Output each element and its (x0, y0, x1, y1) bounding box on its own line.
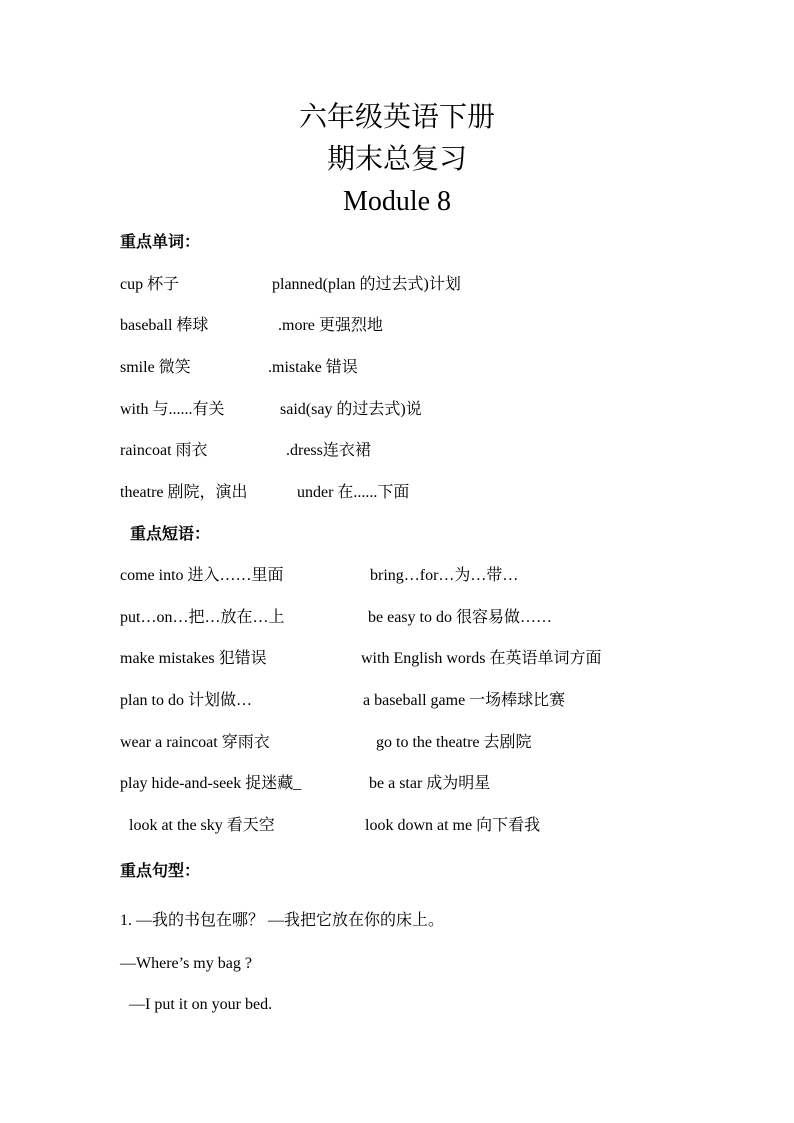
word-row (120, 357, 760, 379)
document-subtitle: 期末总复习 (326, 144, 467, 175)
word-entry: .dress连衣裙 (286, 442, 371, 459)
phrase-entry: put…on…把…放在…上 (120, 609, 285, 626)
phrase-entry: with English words 在英语单词方面 (361, 650, 602, 667)
phrase-entry: come into 进入……里面 (120, 567, 284, 584)
phrase-entry: play hide-and-seek 捉迷藏_ (120, 775, 302, 792)
phrase-entry: a baseball game 一场棒球比赛 (363, 692, 566, 709)
phrases-heading: 重点短语： (130, 526, 211, 543)
document-title: 六年级英语下册 (298, 102, 495, 133)
module-title: Module 8 (342, 186, 452, 217)
word-entry: raincoat 雨衣 (120, 442, 208, 459)
phrase-row (120, 732, 760, 754)
sentence-text: —I put it on your bed. (129, 996, 273, 1013)
word-entry: .more 更强烈地 (278, 317, 383, 334)
phrase-row (120, 815, 760, 837)
word-entry: cup 杯子 (120, 276, 180, 293)
word-entry: smile 微笑 (120, 359, 191, 376)
sentence-text: —Where’s my bag ? (120, 955, 252, 972)
phrase-entry: plan to do 计划做… (120, 692, 252, 709)
word-entry: said(say 的过去式)说 (280, 401, 422, 418)
sentence-line (120, 953, 760, 975)
sentences-heading: 重点句型： (120, 863, 201, 880)
word-row (120, 482, 760, 504)
word-row (120, 315, 760, 337)
word-row (120, 440, 760, 462)
phrase-row (120, 607, 760, 629)
sentence-text: 1. —我的书包在哪？ —我把它放在你的床上。 (120, 912, 445, 929)
word-entry: with 与......有关 (120, 401, 225, 418)
word-entry: theatre 剧院，演出 (120, 484, 248, 501)
word-row (120, 274, 760, 296)
word-entry: .mistake 错误 (268, 359, 358, 376)
word-entry: planned(plan 的过去式)计划 (272, 276, 461, 293)
phrase-entry: make mistakes 犯错误 (120, 650, 267, 667)
phrase-entry: look at the sky 看天空 (129, 817, 275, 834)
phrase-entry: wear a raincoat 穿雨衣 (120, 734, 270, 751)
word-row (120, 399, 760, 421)
phrase-row (120, 690, 760, 712)
phrase-row (120, 648, 760, 670)
phrase-entry: go to the theatre 去剧院 (376, 734, 532, 751)
phrase-row (120, 565, 760, 587)
phrase-row (120, 773, 760, 795)
word-entry: baseball 棒球 (120, 317, 209, 334)
sentence-line (120, 994, 760, 1016)
words-heading: 重点单词： (120, 234, 201, 251)
phrase-entry: be a star 成为明星 (369, 775, 491, 792)
phrase-entry: be easy to do 很容易做…… (368, 609, 552, 626)
phrase-entry: bring…for…为…带… (370, 567, 519, 584)
phrase-entry: look down at me 向下看我 (365, 817, 541, 834)
sentence-line (120, 910, 760, 932)
word-entry: under 在......下面 (297, 484, 410, 501)
